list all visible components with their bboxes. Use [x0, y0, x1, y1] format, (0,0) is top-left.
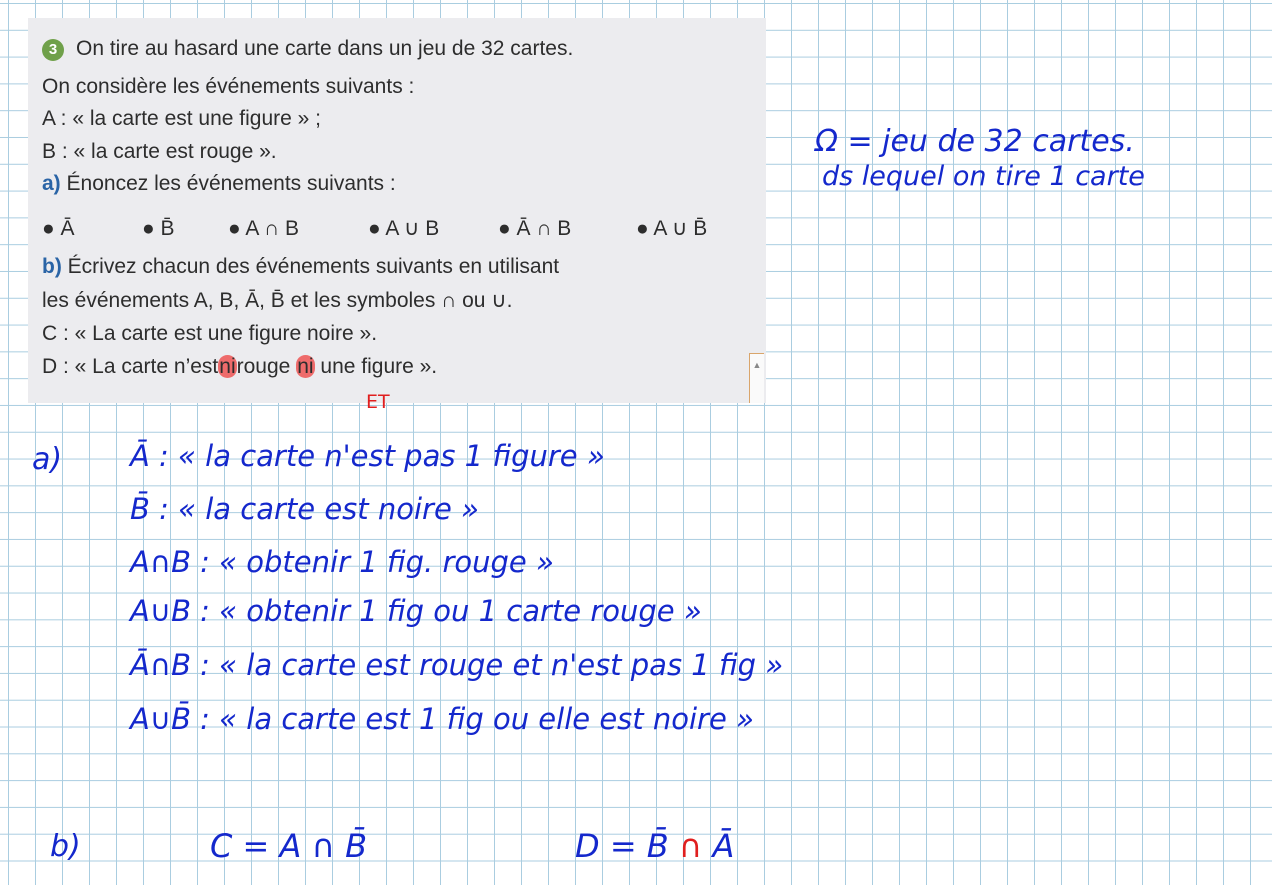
event-c-definition: C : « La carte est une figure noire ». [42, 322, 378, 345]
et-annotation: ET [366, 391, 390, 413]
event-a-definition: A : « la carte est une figure » ; [42, 107, 321, 130]
textbook-excerpt [28, 18, 766, 403]
part-b-line-2: les événements A, B, Ā, B̄ et les symboles ∩ ou ∪. [42, 289, 513, 312]
answer-a-label: a) [32, 442, 63, 477]
answer-a-line-5: Ā∩B : « la carte est rouge et n'est pas 1 fig » [130, 648, 784, 682]
bullet-1: ● Ā [42, 217, 75, 240]
ni-highlight-1: ni [219, 355, 236, 378]
event-d-definition: D : « La carte n’estnirouge ni une figure ». [42, 355, 438, 378]
omega-definition-line-2: ds lequel on tire 1 carte [822, 161, 1145, 192]
exercise-number-badge: 3 [42, 39, 64, 61]
scrollbar-handle[interactable] [749, 353, 764, 403]
bullet-2: ● B̄ [142, 217, 175, 240]
part-b-instruction: b) Écrivez chacun des événements suivants en utilisant [42, 255, 560, 278]
answer-a-line-4: A∪B : « obtenir 1 fig ou 1 carte rouge » [130, 594, 702, 628]
part-a-instruction: a) Énoncez les événements suivants : [42, 172, 396, 195]
answer-d-equation: D = B̄ ∩ Ā [575, 827, 735, 865]
bullet-6: ● A ∪ B̄ [636, 217, 708, 240]
answer-c-equation: C = A ∩ B̄ [210, 827, 368, 865]
intersection-symbol: ∩ [678, 827, 703, 865]
answer-a-line-3: A∩B : « obtenir 1 fig. rouge » [130, 545, 554, 579]
exercise-line-2: On considère les événements suivants : [42, 75, 415, 98]
exercise-line-1: 3 On tire au hasard une carte dans un jeu de 32 cartes. [42, 38, 573, 61]
bullet-3: ● A ∩ B [228, 217, 299, 240]
answer-a-line-1: Ā : « la carte n'est pas 1 figure » [130, 439, 605, 473]
scroll-up-arrow-icon[interactable]: ▲ [752, 360, 762, 370]
answer-a-line-2: B̄ : « la carte est noire » [130, 492, 479, 526]
bullet-5: ● Ā ∩ B [498, 217, 572, 240]
bullet-4: ● A ∪ B [368, 217, 440, 240]
event-b-definition: B : « la carte est rouge ». [42, 140, 277, 163]
ni-highlight-2: ni [297, 355, 314, 378]
omega-definition-line-1: Ω = jeu de 32 cartes. [815, 124, 1135, 159]
answer-b-label: b) [50, 829, 81, 864]
answer-a-line-6: A∪B̄ : « la carte est 1 fig ou elle est noire » [130, 702, 754, 736]
